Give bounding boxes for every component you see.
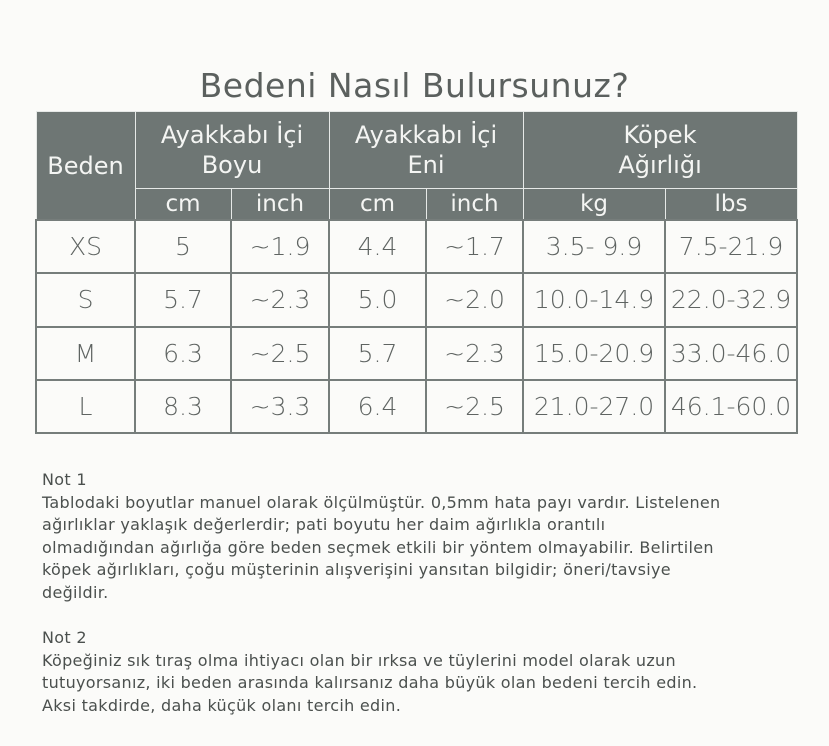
table-cell: 22.0-32.9: [665, 273, 797, 326]
note-1: [42, 469, 802, 604]
note-heading: Not 2: [42, 628, 87, 647]
table-cell: ~2.5: [426, 380, 523, 433]
unit-header: kg: [523, 189, 665, 221]
size-label: S: [36, 273, 135, 326]
table-cell: 15.0-20.9: [523, 327, 665, 380]
table-cell: 4.4: [329, 220, 426, 273]
table-row: [36, 327, 797, 380]
header-size: Beden: [36, 112, 135, 221]
header-insole-length: [135, 112, 329, 189]
header-insole-length-line1: Ayakkabı İçi: [160, 121, 304, 149]
header-insole-length-line2: Boyu: [201, 151, 263, 179]
table-cell: 5.7: [329, 327, 426, 380]
note-line: ağırlıklar yaklaşık değerlerdir; pati boyutu her daim ağırlıkla orantılı: [42, 515, 606, 534]
table-cell: 8.3: [135, 380, 231, 433]
unit-header: cm: [329, 189, 426, 221]
table-cell: ~1.7: [426, 220, 523, 273]
header-dog-weight-line1: Köpek: [623, 121, 697, 149]
table-row: [36, 220, 797, 273]
note-heading: Not 1: [42, 470, 87, 489]
table-cell: 21.0-27.0: [523, 380, 665, 433]
table-cell: ~1.9: [231, 220, 329, 273]
size-chart-table: [35, 111, 798, 434]
table-cell: 5.7: [135, 273, 231, 326]
note-line: değildir.: [42, 582, 109, 602]
unit-header: lbs: [665, 189, 797, 221]
table-cell: 10.0-14.9: [523, 273, 665, 326]
table-cell: ~2.5: [231, 327, 329, 380]
table-cell: 33.0-46.0: [665, 327, 797, 380]
unit-header: cm: [135, 189, 231, 221]
header-dog-weight-line2: Ağırlığı: [618, 151, 702, 179]
size-label: M: [36, 327, 135, 380]
table-cell: ~3.3: [231, 380, 329, 433]
header-insole-width: [329, 112, 523, 189]
note-line: tutuyorsanız, iki beden arasında kalırsanız daha büyük olan bedeni tercih edin.: [42, 673, 698, 692]
page-title: Bedeni Nasıl Bulursunuz?: [199, 66, 630, 106]
table-cell: ~2.0: [426, 273, 523, 326]
note-line: köpek ağırlıkları, çoğu müşterinin alışverişini yansıtan bilgidir; öneri/tavsiye: [42, 560, 671, 579]
table-row: [36, 273, 797, 326]
table-cell: 46.1-60.0: [665, 380, 797, 433]
table-cell: ~2.3: [426, 327, 523, 380]
header-insole-width-line1: Ayakkabı İçi: [354, 121, 498, 149]
table-cell: 6.4: [329, 380, 426, 433]
header-insole-width-line2: Eni: [407, 151, 445, 179]
note-2: [42, 627, 802, 717]
table-cell: 5: [135, 220, 231, 273]
table-cell: 6.3: [135, 327, 231, 380]
unit-header: inch: [231, 189, 329, 221]
size-label: XS: [36, 220, 135, 273]
table-cell: 7.5-21.9: [665, 220, 797, 273]
table-cell: ~2.3: [231, 273, 329, 326]
table-cell: 5.0: [329, 273, 426, 326]
note-line: Köpeğiniz sık tıraş olma ihtiyacı olan bir ırksa ve tüylerini model olarak uzun: [42, 650, 676, 670]
unit-header: inch: [426, 189, 523, 221]
table-row: [36, 380, 797, 433]
size-label: L: [36, 380, 135, 433]
note-line: Aksi takdirde, daha küçük olanı tercih edin.: [42, 695, 402, 715]
table-cell: 3.5- 9.9: [523, 220, 665, 273]
header-dog-weight: [523, 112, 797, 189]
note-line: Tablodaki boyutlar manuel olarak ölçülmüştür. 0,5mm hata payı vardır. Listelenen: [42, 492, 721, 512]
note-line: olmadığından ağırlığa göre beden seçmek etkili bir yöntem olmayabilir. Belirtilen: [42, 537, 714, 557]
